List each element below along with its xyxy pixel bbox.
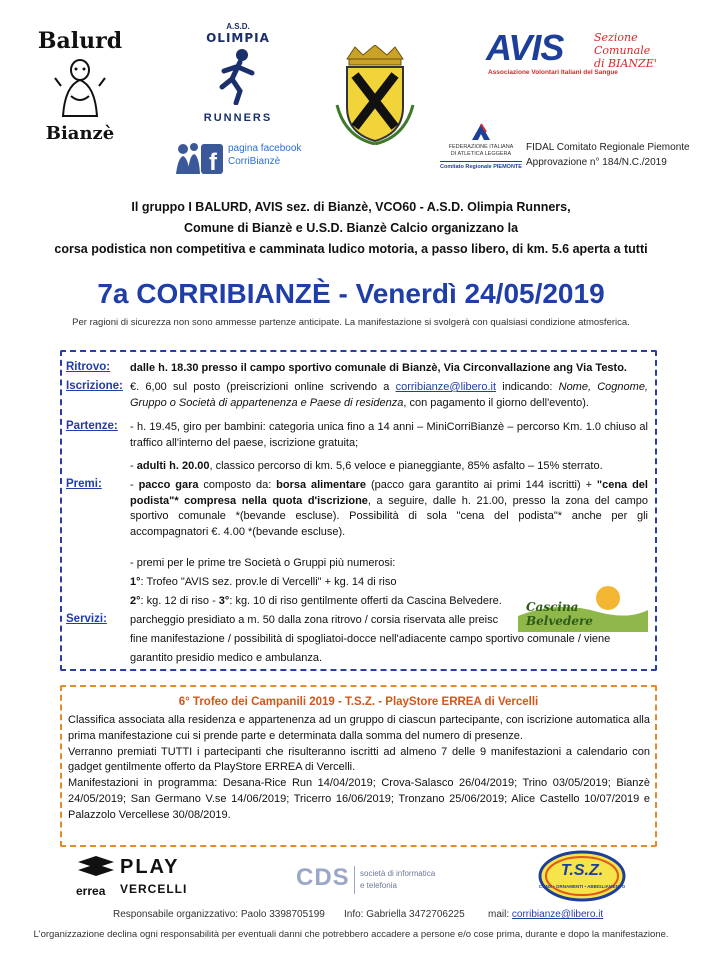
- premi-pacco-gara: [130, 478, 648, 540]
- fidal-approval-number: Approvazione n° 184/N.C./2019: [526, 157, 667, 168]
- premi-secondo-terzo: [130, 594, 520, 610]
- premi-borsa: borsa alimentare: [276, 479, 367, 491]
- partenze-adulti-time: adulti h. 20.00: [136, 460, 210, 472]
- footer-mail-link[interactable]: corribianze@libero.it: [511, 909, 604, 920]
- avis-association: Associazione Volontari Italiani del Sangue: [488, 69, 618, 76]
- iscrizione-text: [130, 380, 648, 411]
- premi-terzo-rank: 3°: [218, 595, 230, 607]
- servizi-line3: garantito presidio medico e ambulanza.: [130, 652, 323, 664]
- errea-playstore-logo: [76, 854, 196, 900]
- fidal-approval: [526, 140, 696, 170]
- facebook-link[interactable]: [174, 140, 314, 180]
- intro-line1: Il gruppo I BALURD, AVIS sez. di Bianzè, VCO60 - A.S.D. Olimpia Runners,: [131, 200, 571, 214]
- footer-disclaimer: L'organizzazione declina ogni responsabilità per eventuali danni che potrebbero accadere a persone e/o cose prima, durante e dopo la manifestazione.: [33, 929, 669, 940]
- balurd-figure-icon: [53, 56, 107, 118]
- ritrovo-label: Ritrovo:: [66, 361, 111, 373]
- cds-subtitle: [360, 868, 435, 892]
- footer-responsabile: Responsabile organizzativo: Paolo 3398705199: [113, 909, 325, 920]
- fidal-fed1: FEDERAZIONE ITALIANA: [448, 144, 514, 150]
- cds-logo: [296, 862, 446, 898]
- event-title: 7a CORRIBIANZÈ - Venerdì 24/05/2019: [97, 278, 605, 309]
- fidal-committee: FIDAL Comitato Regionale Piemonte: [526, 142, 690, 153]
- avis-bianze: di BIANZE': [594, 57, 657, 70]
- play-text: PLAY: [120, 856, 180, 878]
- facebook-icon: [174, 142, 224, 176]
- iscrizione-label: Iscrizione:: [66, 380, 123, 392]
- partenze-dash: -: [130, 460, 137, 472]
- servizi-label: Servizi:: [66, 613, 107, 625]
- avis-sezione: Sezione Comunale: [594, 31, 651, 57]
- runner-icon: [208, 47, 268, 105]
- coat-of-arms-icon: [335, 45, 415, 145]
- servizi-line2: fine manifestazione / possibilità di spogliatoi-docce nell'adiacente campo sportivo comunale / viene: [130, 633, 611, 645]
- olimpia-asd: A.S.D.: [226, 22, 250, 31]
- premi-cena: "cena del podista"* compresa nella quota d'iscrizione: [130, 479, 648, 507]
- partenze-adulti: [130, 459, 648, 475]
- iscrizione-email-link[interactable]: corribianze@libero.it: [395, 381, 497, 393]
- partenze-adulti-desc: , classico percorso di km. 5,6 veloce e pianeggiante, 85% asfalto – 15% sterrato.: [209, 460, 603, 472]
- cds-divider: [354, 866, 355, 894]
- intro-line3: corsa podistica non competitiva e camminata ludico motoria, a passo libero, di km. 5.6 aperta a tutti: [54, 242, 648, 256]
- partenze-label: Partenze:: [66, 420, 118, 432]
- footer-info: Info: Gabriella 3472706225: [344, 909, 465, 920]
- tsz-sub: CONS • ORNAMENTI • ABBIGLIAMENTO: [538, 884, 626, 889]
- premi-primo-rank: 1°: [130, 576, 141, 588]
- trofeo-text: [68, 713, 650, 824]
- trofeo-paragraph-2: Verranno premiati TUTTI i partecipanti che risulteranno iscritti ad almeno 7 delle 9 manifestazioni a calendario con gadget gentilmente offerto da PlayStore ERREA di Vercelli.: [68, 745, 650, 774]
- olimpia-name: OLIMPIA: [206, 31, 270, 45]
- balurd-logo: [30, 28, 130, 148]
- vercelli-text: VERCELLI: [120, 882, 188, 896]
- fidal-regional: Comitato Regionale PIEMONTE: [440, 161, 522, 170]
- premi-dash: -: [130, 479, 139, 491]
- iscrizione-payment: , con pagamento il giorno dell'evento).: [403, 396, 589, 409]
- premi-terzo-prize: : kg. 10 di riso gentilmente offerti da Cascina Belvedere.: [229, 595, 502, 607]
- tsz-text: T.S.Z.: [560, 862, 604, 879]
- intro-line2: Comune di Bianzè e U.S.D. Bianzè Calcio organizzano la: [183, 221, 519, 235]
- premi-garantito: (pacco gara garantito ai primi 144 iscritti) +: [366, 479, 597, 491]
- avis-logo: [486, 25, 676, 81]
- premi-secondo-prize: : kg. 12 di riso -: [140, 595, 219, 607]
- premi-label: Premi:: [66, 478, 102, 490]
- errea-icon: [76, 856, 116, 882]
- premi-composto: composto da:: [198, 479, 277, 491]
- partenze-bambini: - h. 19.45, giro per bambini: categoria unica fino a 14 anni – MiniCorriBianzè – percorso Km. 1.0 chiuso al traffico all'interno del paese, iscrizione gratuita;: [130, 421, 648, 449]
- iscrizione-indicando: indicando:: [496, 381, 559, 393]
- iscrizione-fee: €. 6,00 sul posto (preiscrizioni online scrivendo a: [130, 381, 396, 393]
- intro-text: [0, 197, 702, 260]
- belvedere-name: Cascina Belvedere: [526, 600, 593, 628]
- trofeo-paragraph-3: Manifestazioni in programma: Desana-Rice Run 14/04/2019; Crova-Salasco 26/04/2019; Trino 03/05/2019; Bianzè 24/05/2019; San Germano V.se 14/06/2019; Tricerro 16/06/2019; Tronzano 25/06/2019; Alice Castello 10/07/2019 e Palazzolo Vercellese 30/08/2019.: [68, 777, 650, 821]
- balurd-logo-text: Balurd: [37, 28, 123, 54]
- balurd-logo-subtext: Bianzè: [45, 123, 115, 144]
- footer-mail: [488, 909, 603, 920]
- footer-mail-label: mail:: [488, 909, 512, 920]
- errea-text: errea: [76, 884, 106, 898]
- premi-pacco: pacco gara: [138, 479, 199, 491]
- olimpia-runners: RUNNERS: [203, 112, 273, 124]
- tsz-logo: [538, 850, 626, 902]
- ritrovo-text: dalle h. 18.30 presso il campo sportivo comunale di Bianzè, Via Circonvallazione ang Via Testo.: [130, 362, 627, 374]
- premi-cena-desc: , a seguire, dalle h. 21.00, presso la zona del campo sportivo comunale *(bevande escluse). Possibilità di sola "cena del podista"* anche per gli accompagnatori €. 4.00 *(bevande escluse).: [130, 494, 648, 538]
- svg-text:f: f: [209, 149, 217, 176]
- logo-header: [0, 0, 702, 190]
- premi-primo-prize: : Trofeo "AVIS sez. prov.le di Vercelli" + kg. 14 di riso: [140, 576, 397, 588]
- cascina-belvedere-logo: [518, 582, 648, 632]
- cds-sub2: e telefonia: [360, 881, 397, 890]
- premi-secondo-rank: 2°: [130, 595, 141, 607]
- trofeo-paragraph-1: Classifica associata alla residenza e appartenenza ad un gruppo di ciascun partecipante, con iscrizione automatica alla prima manifestazione cui si prende parte e determinata dalla somma del numero di presenze.: [68, 714, 650, 742]
- servizi-line1: parcheggio presidiato a m. 50 dalla zona ritrovo / corsia riservata alle preisc: [130, 614, 499, 626]
- facebook-line2: CorriBianzè: [228, 156, 281, 167]
- iscrizione-fields: Nome, Cognome, Gruppo o Società di appartenenza e Paese di residenza: [130, 381, 648, 409]
- trofeo-title: 6° Trofeo dei Campanili 2019 - T.S.Z. - PlayStore ERREA di Vercelli: [178, 696, 539, 708]
- cds-text: CDS: [296, 864, 350, 891]
- fidal-icon: [470, 122, 492, 142]
- cds-sub1: società di informatica: [360, 869, 436, 878]
- fidal-logo: [440, 122, 522, 182]
- facebook-line1: pagina facebook: [228, 143, 302, 154]
- safety-note: Per ragioni di sicurezza non sono ammesse partenze anticipate. La manifestazione si svolgerà con qualsiasi condizione atmosferica.: [72, 317, 630, 328]
- olimpia-runners-logo: [188, 22, 288, 132]
- avis-word: AVIS: [486, 27, 564, 68]
- fidal-fed2: DI ATLETICA LEGGERA: [450, 151, 512, 157]
- premi-societa: - premi per le prime tre Società o Gruppi più numerosi:: [130, 557, 396, 569]
